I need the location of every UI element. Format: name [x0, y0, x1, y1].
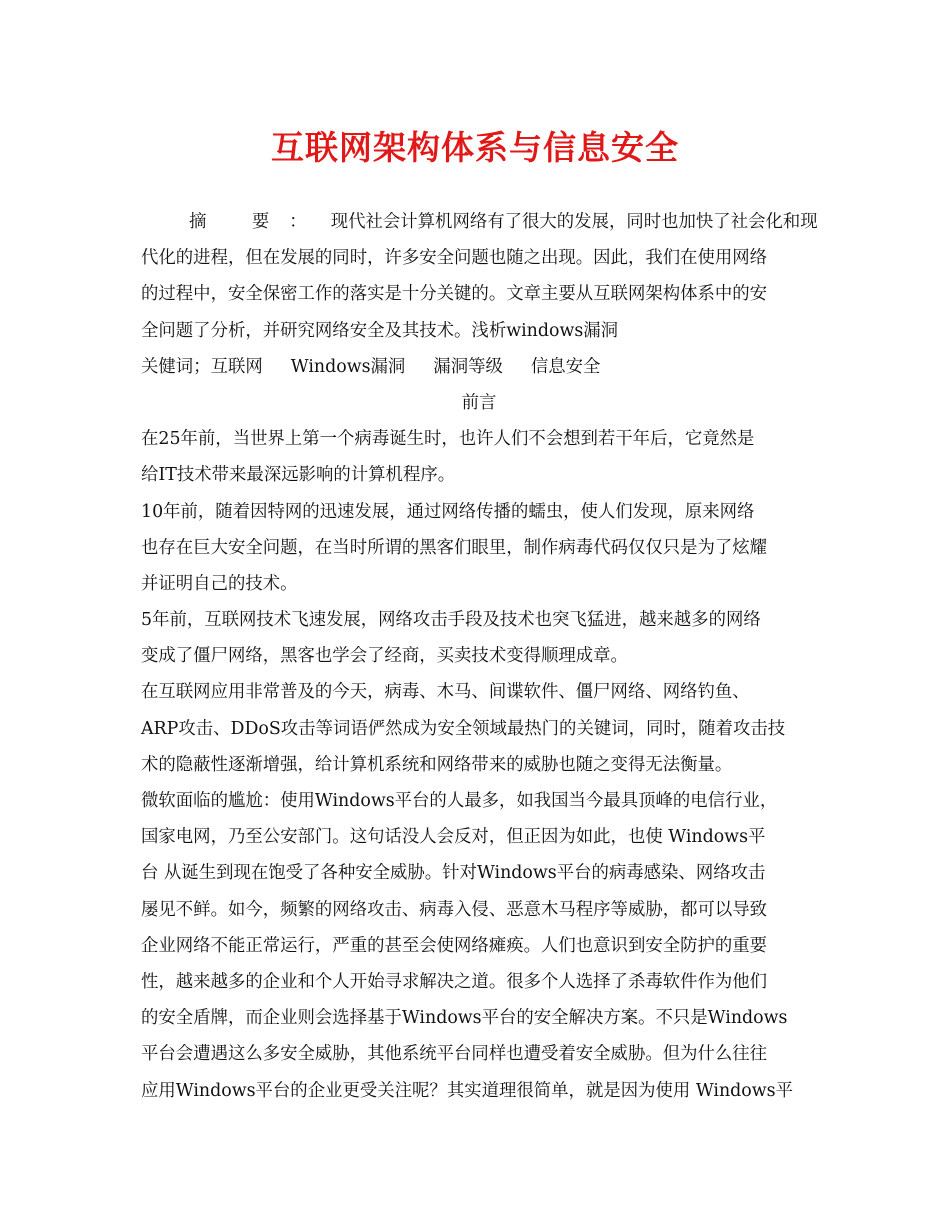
- keyword-item: 信息安全: [530, 356, 601, 377]
- paragraph-line: 并证明自己的技术。: [141, 573, 298, 594]
- paragraph-line: 的安全盾牌，而企业则会选择基于Windows平台的安全解决方案。不只是Windows: [141, 1008, 788, 1029]
- abstract-line: 全问题了分析，并研究网络安全及其技术。浅析windows漏洞: [141, 320, 619, 341]
- paragraph-line: 企业网络不能正常运行，严重的甚至会使网络瘫痪。人们也意识到安全防护的重要: [141, 935, 768, 956]
- paragraph-line: 在互联网应用非常普及的今天，病毒、木马、间谍软件、僵尸网络、网络钓鱼、: [141, 682, 750, 703]
- abstract-line: 代化的进程，但在发展的同时，许多安全问题也随之出现。因此，我们在使用网络: [141, 248, 768, 269]
- paragraph-line: 微软面临的尴尬：使用Windows平台的人最多，如我国当今最具顶峰的电信行业，: [141, 791, 778, 811]
- paragraph-line: 在25年前，当世界上第一个病毒诞生时，也许人们不会想到若干年后，它竟然是: [141, 429, 755, 450]
- paragraph: [141, 421, 817, 493]
- paragraph-line: 给IT技术带来最深远影响的计算机程序。: [141, 465, 456, 486]
- document-body: [141, 204, 817, 1109]
- abstract-label: 摘 要：: [189, 212, 327, 232]
- paragraph-line: 也存在巨大安全问题，在当时所谓的黑客们眼里，制作病毒代码仅仅只是为了炫耀: [141, 537, 768, 558]
- document-title: 互联网架构体系与信息安全: [271, 128, 679, 167]
- abstract-text: 现代社会计算机网络有了很大的发展，同时也加快了社会化和现: [330, 212, 818, 232]
- paragraph-line: 平台会遭遇这么多安全威胁，其他系统平台同样也遭受着安全威胁。但为什么往往: [141, 1044, 768, 1065]
- keyword-item: Windows漏洞: [290, 356, 406, 377]
- paragraph-line: 应用Windows平台的企业更受关注呢？其实道理很简单，就是因为使用 Windows平: [141, 1080, 793, 1101]
- preface-heading: 前言: [461, 392, 497, 413]
- paragraph: [141, 494, 817, 603]
- paragraph: [141, 674, 817, 783]
- paragraph-line: ARP攻击、DDoS攻击等词语俨然成为安全领域最热门的关键词，同时，随着攻击技: [141, 718, 786, 739]
- paragraph-line: 国家电网，乃至公安部门。这句话没人会反对，但正因为如此，也使 Windows平: [141, 827, 766, 848]
- paragraph-line: 屡见不鲜。如今，频繁的网络攻击、病毒入侵、恶意木马程序等威胁，都可以导致: [141, 899, 768, 920]
- abstract-line: [141, 204, 817, 240]
- paragraph-line: 台 从诞生到现在饱受了各种安全威胁。针对Windows平台的病毒感染、网络攻击: [141, 863, 766, 884]
- paragraph: [141, 602, 817, 674]
- keyword-item: 互联网: [210, 356, 263, 377]
- keywords-label: 关健词；: [141, 356, 211, 377]
- paragraph-line: 变成了僵尸网络，黑客也学会了经商，买卖技术变得顺理成章。: [141, 646, 628, 667]
- paragraph-line: 性，越来越多的企业和个人开始寻求解决之道。很多个人选择了杀毒软件作为他们: [141, 971, 768, 992]
- paragraph-line: 5年前，互联网技术飞速发展，网络攻击手段及技术也突飞猛进，越来越多的网络: [141, 610, 761, 631]
- paragraph: [141, 783, 817, 1109]
- abstract-line: 的过程中，安全保密工作的落实是十分关键的。文章主要从互联网架构体系中的安: [141, 284, 768, 305]
- keywords-line: [141, 349, 817, 385]
- paragraph-line: 术的隐蔽性逐渐增强，给计算机系统和网络带来的威胁也随之变得无法衡量。: [141, 754, 733, 775]
- paragraph-line: 10年前，随着因特网的迅速发展，通过网络传播的蠕虫，使人们发现，原来网络: [141, 501, 755, 522]
- abstract-section: [141, 204, 817, 349]
- keyword-item: 漏洞等级: [433, 356, 503, 377]
